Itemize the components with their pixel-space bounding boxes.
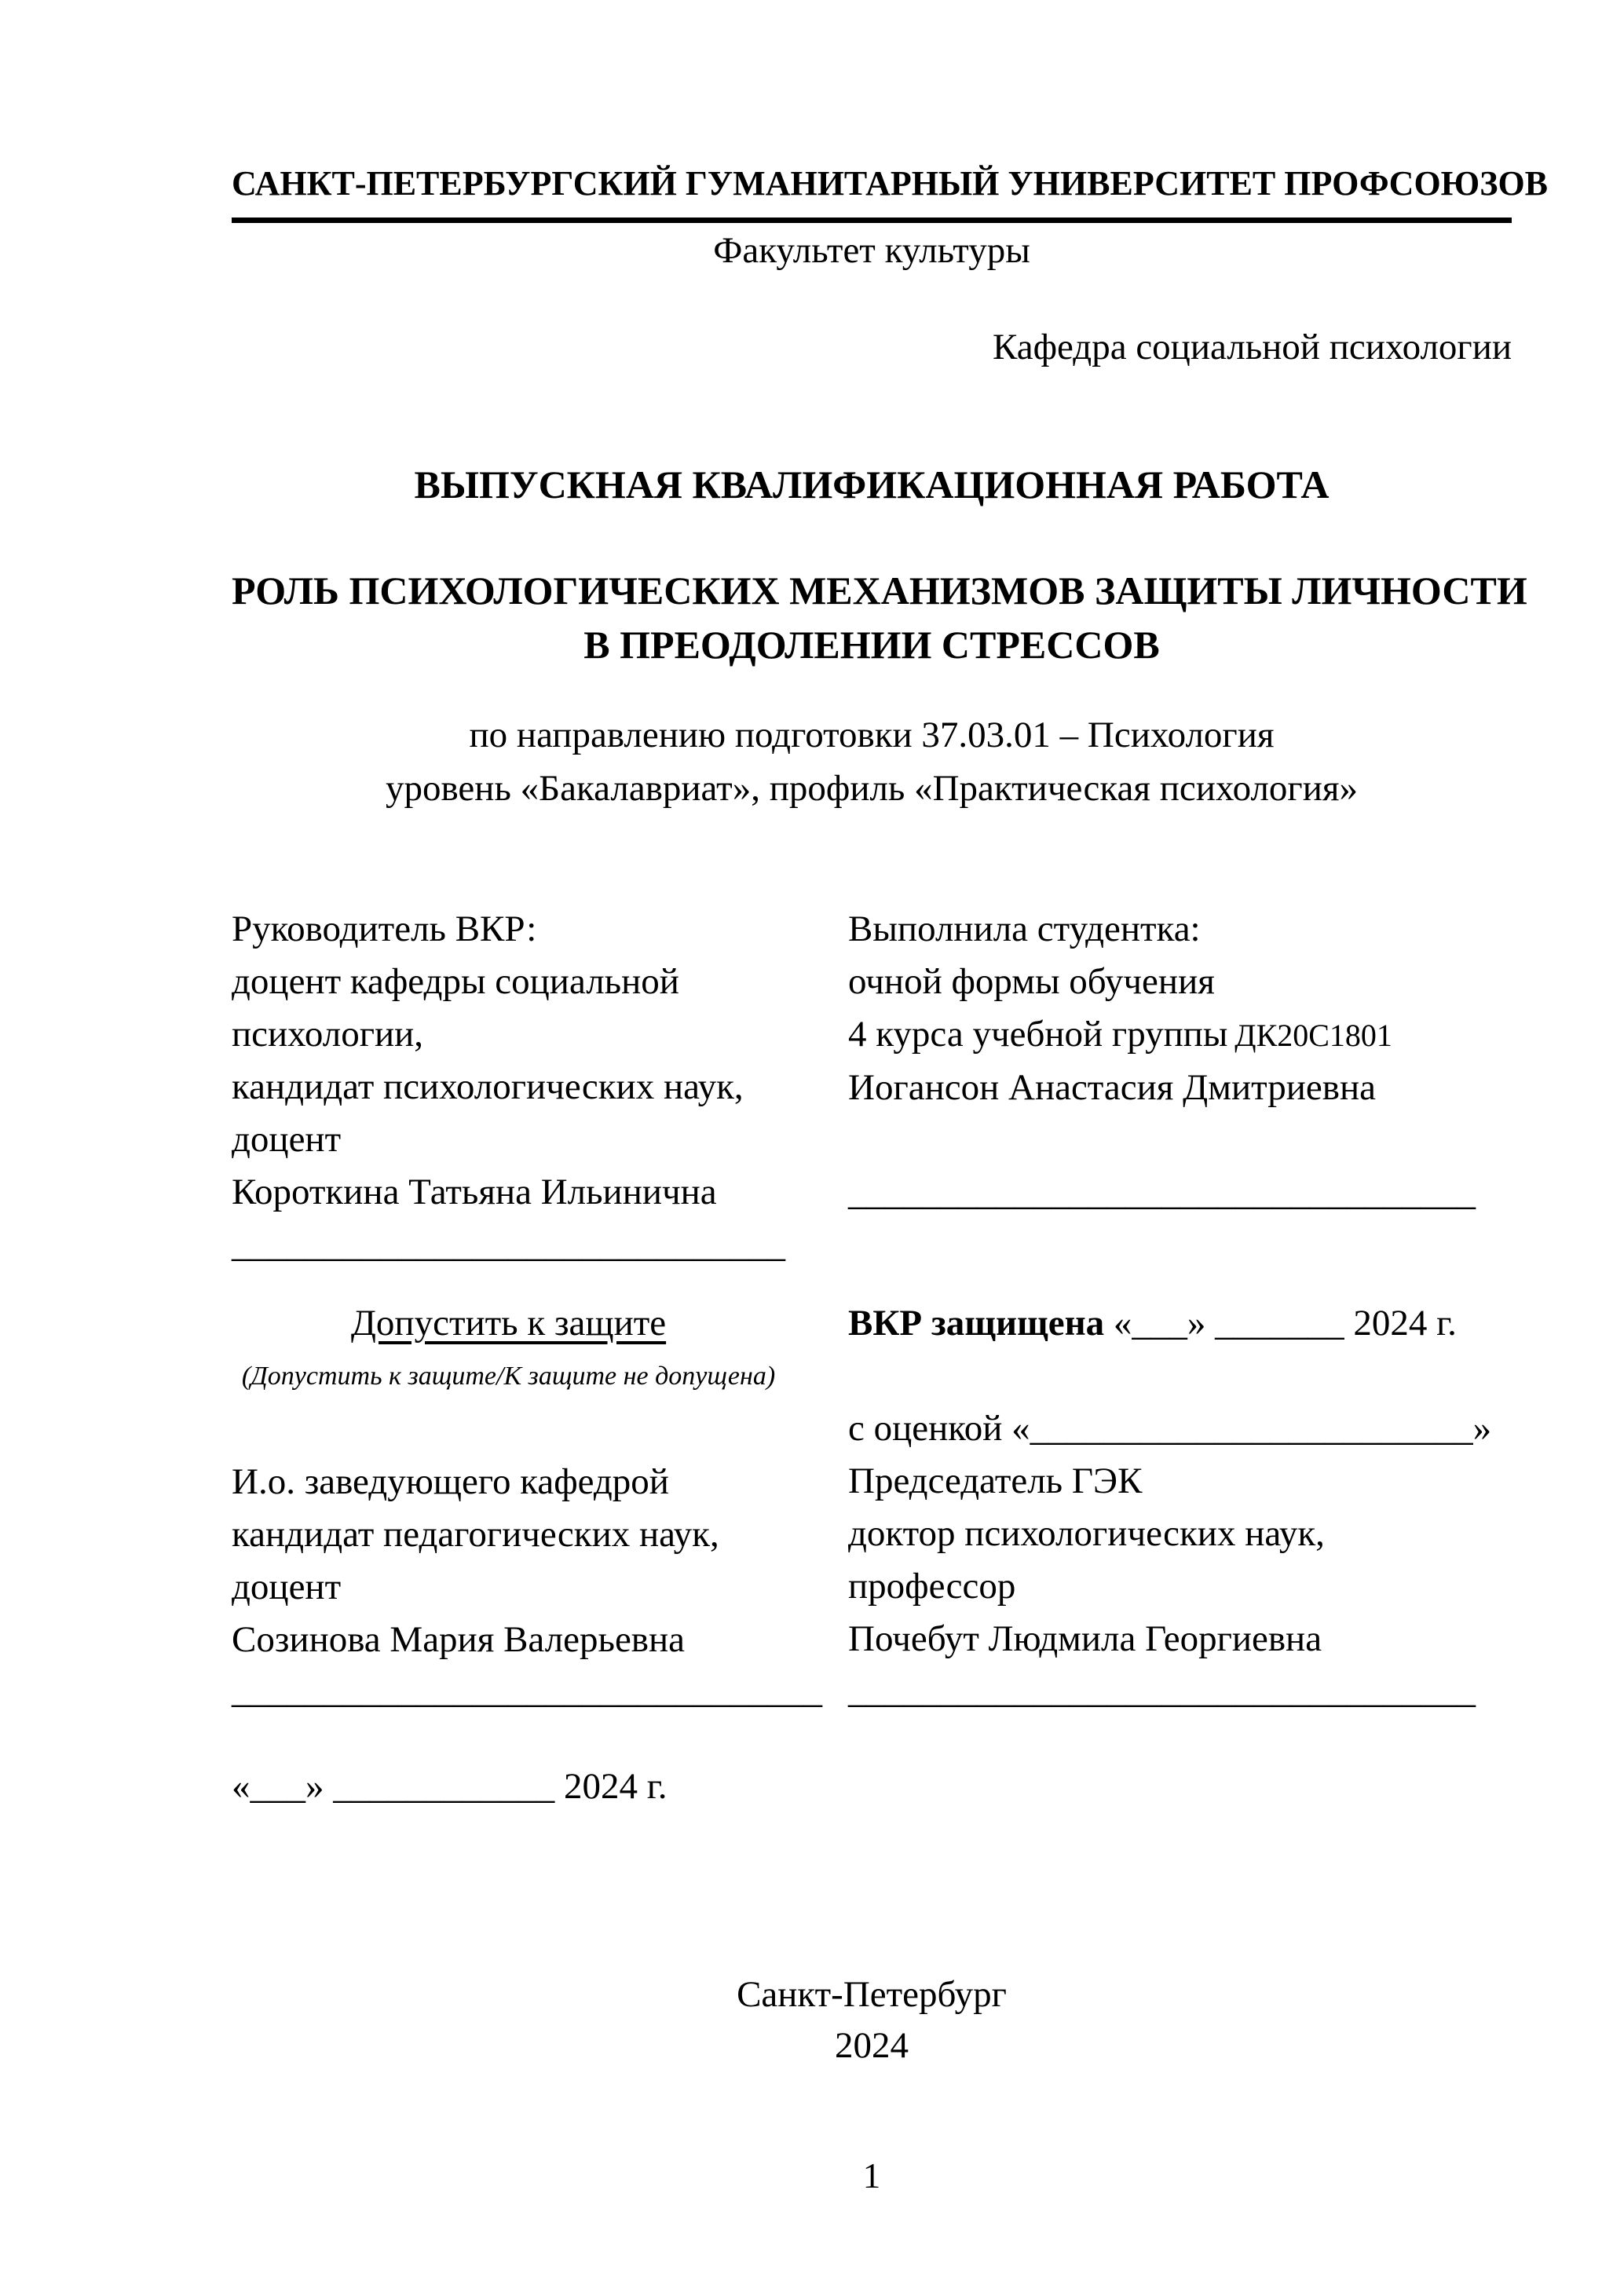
student-block <box>848 903 1512 1271</box>
people-columns <box>232 903 1512 1271</box>
supervisor-line: доцент кафедры социальной <box>232 961 679 1002</box>
admission-block <box>232 1297 785 1666</box>
program-info <box>232 708 1512 815</box>
admission-line: И.о. заведующего кафедрой <box>232 1461 669 1502</box>
student-line: очной формы обучения <box>848 961 1215 1002</box>
supervisor-line: кандидат психологических наук, <box>232 1066 744 1107</box>
gec-chair-name: Почебут Людмила Георгиевна <box>848 1618 1322 1659</box>
student-signature-line: __________________________________ <box>848 1172 1476 1213</box>
thesis-title-line-1: РОЛЬ ПСИХОЛОГИЧЕСКИХ МЕХАНИЗМОВ ЗАЩИТЫ ЛИЧНОСТИ <box>232 569 1527 612</box>
student-heading: Выполнила студентка: <box>848 909 1201 949</box>
defense-block <box>848 1297 1512 1666</box>
supervisor-block <box>232 903 785 1271</box>
blank-line <box>848 1350 1512 1402</box>
university-name: САНКТ-ПЕТЕРБУРГСКИЙ ГУМАНИТАРНЫЙ УНИВЕРСИТЕТ ПРОФСОЮЗОВ <box>232 163 1512 223</box>
defense-status: ВКР защищена <box>848 1303 1105 1344</box>
student-group-line <box>848 1008 1512 1062</box>
city-name: Санкт-Петербург <box>737 1974 1007 2015</box>
admission-note: (Допустить к защите/К защите не допущена) <box>241 1362 776 1391</box>
supervisor-heading: Руководитель ВКР: <box>232 909 537 949</box>
imprint-year: 2024 <box>835 2025 909 2066</box>
defense-signature-line: __________________________________ <box>848 1670 1476 1711</box>
student-group-code: ДК20С1801 <box>1234 1018 1392 1053</box>
defense-date-line <box>848 1297 1512 1350</box>
admission-line: доцент <box>232 1567 342 1607</box>
defense-line: Председатель ГЭК <box>848 1461 1143 1501</box>
supervisor-name: Короткина Татьяна Ильинична <box>232 1172 717 1212</box>
department-name: Кафедра социальной психологии <box>993 327 1512 367</box>
admission-signature-cell <box>232 1665 822 1717</box>
admission-signature-line: ________________________________ <box>232 1670 822 1711</box>
student-group-prefix: 4 курса учебной группы <box>848 1014 1228 1055</box>
imprint <box>232 1969 1512 2071</box>
student-name: Иогансон Анастасия Дмитриевна <box>848 1067 1376 1108</box>
thesis-title <box>232 564 1527 672</box>
admission-officer-name: Созинова Мария Валерьевна <box>232 1619 686 1660</box>
supervisor-line: доцент <box>232 1119 342 1160</box>
approval-columns <box>232 1297 1512 1666</box>
defense-signature-cell <box>848 1665 1512 1717</box>
spacer <box>232 1402 785 1456</box>
program-level-profile: уровень «Бакалавриат», профиль «Практическая психология» <box>386 768 1358 809</box>
program-direction: по направлению подготовки 37.03.01 – Психология <box>469 715 1275 755</box>
admission-date-line: «___» ____________ 2024 г. <box>232 1766 668 1807</box>
faculty-name: Факультет культуры <box>713 230 1030 271</box>
page-number: 1 <box>862 2156 881 2195</box>
defense-grade-line: с оценкой «________________________» <box>848 1408 1492 1449</box>
supervisor-signature-line: ______________________________ <box>232 1224 785 1265</box>
defense-line: профессор <box>848 1566 1016 1607</box>
blank-line <box>848 1114 1512 1167</box>
thesis-title-line-2: В ПРЕОДОЛЕНИИ СТРЕССОВ <box>583 623 1160 667</box>
defense-date-blank: «___» _______ 2024 г. <box>1113 1303 1457 1344</box>
work-type-heading: ВЫПУСКНАЯ КВАЛИФИКАЦИОННАЯ РАБОТА <box>414 462 1330 506</box>
supervisor-line: психологии, <box>232 1014 424 1055</box>
signature-lines-row <box>232 1665 1512 1717</box>
admission-line: кандидат педагогических наук, <box>232 1514 719 1555</box>
defense-line: доктор психологических наук, <box>848 1513 1325 1554</box>
admission-heading: Допустить к защите <box>350 1303 667 1344</box>
